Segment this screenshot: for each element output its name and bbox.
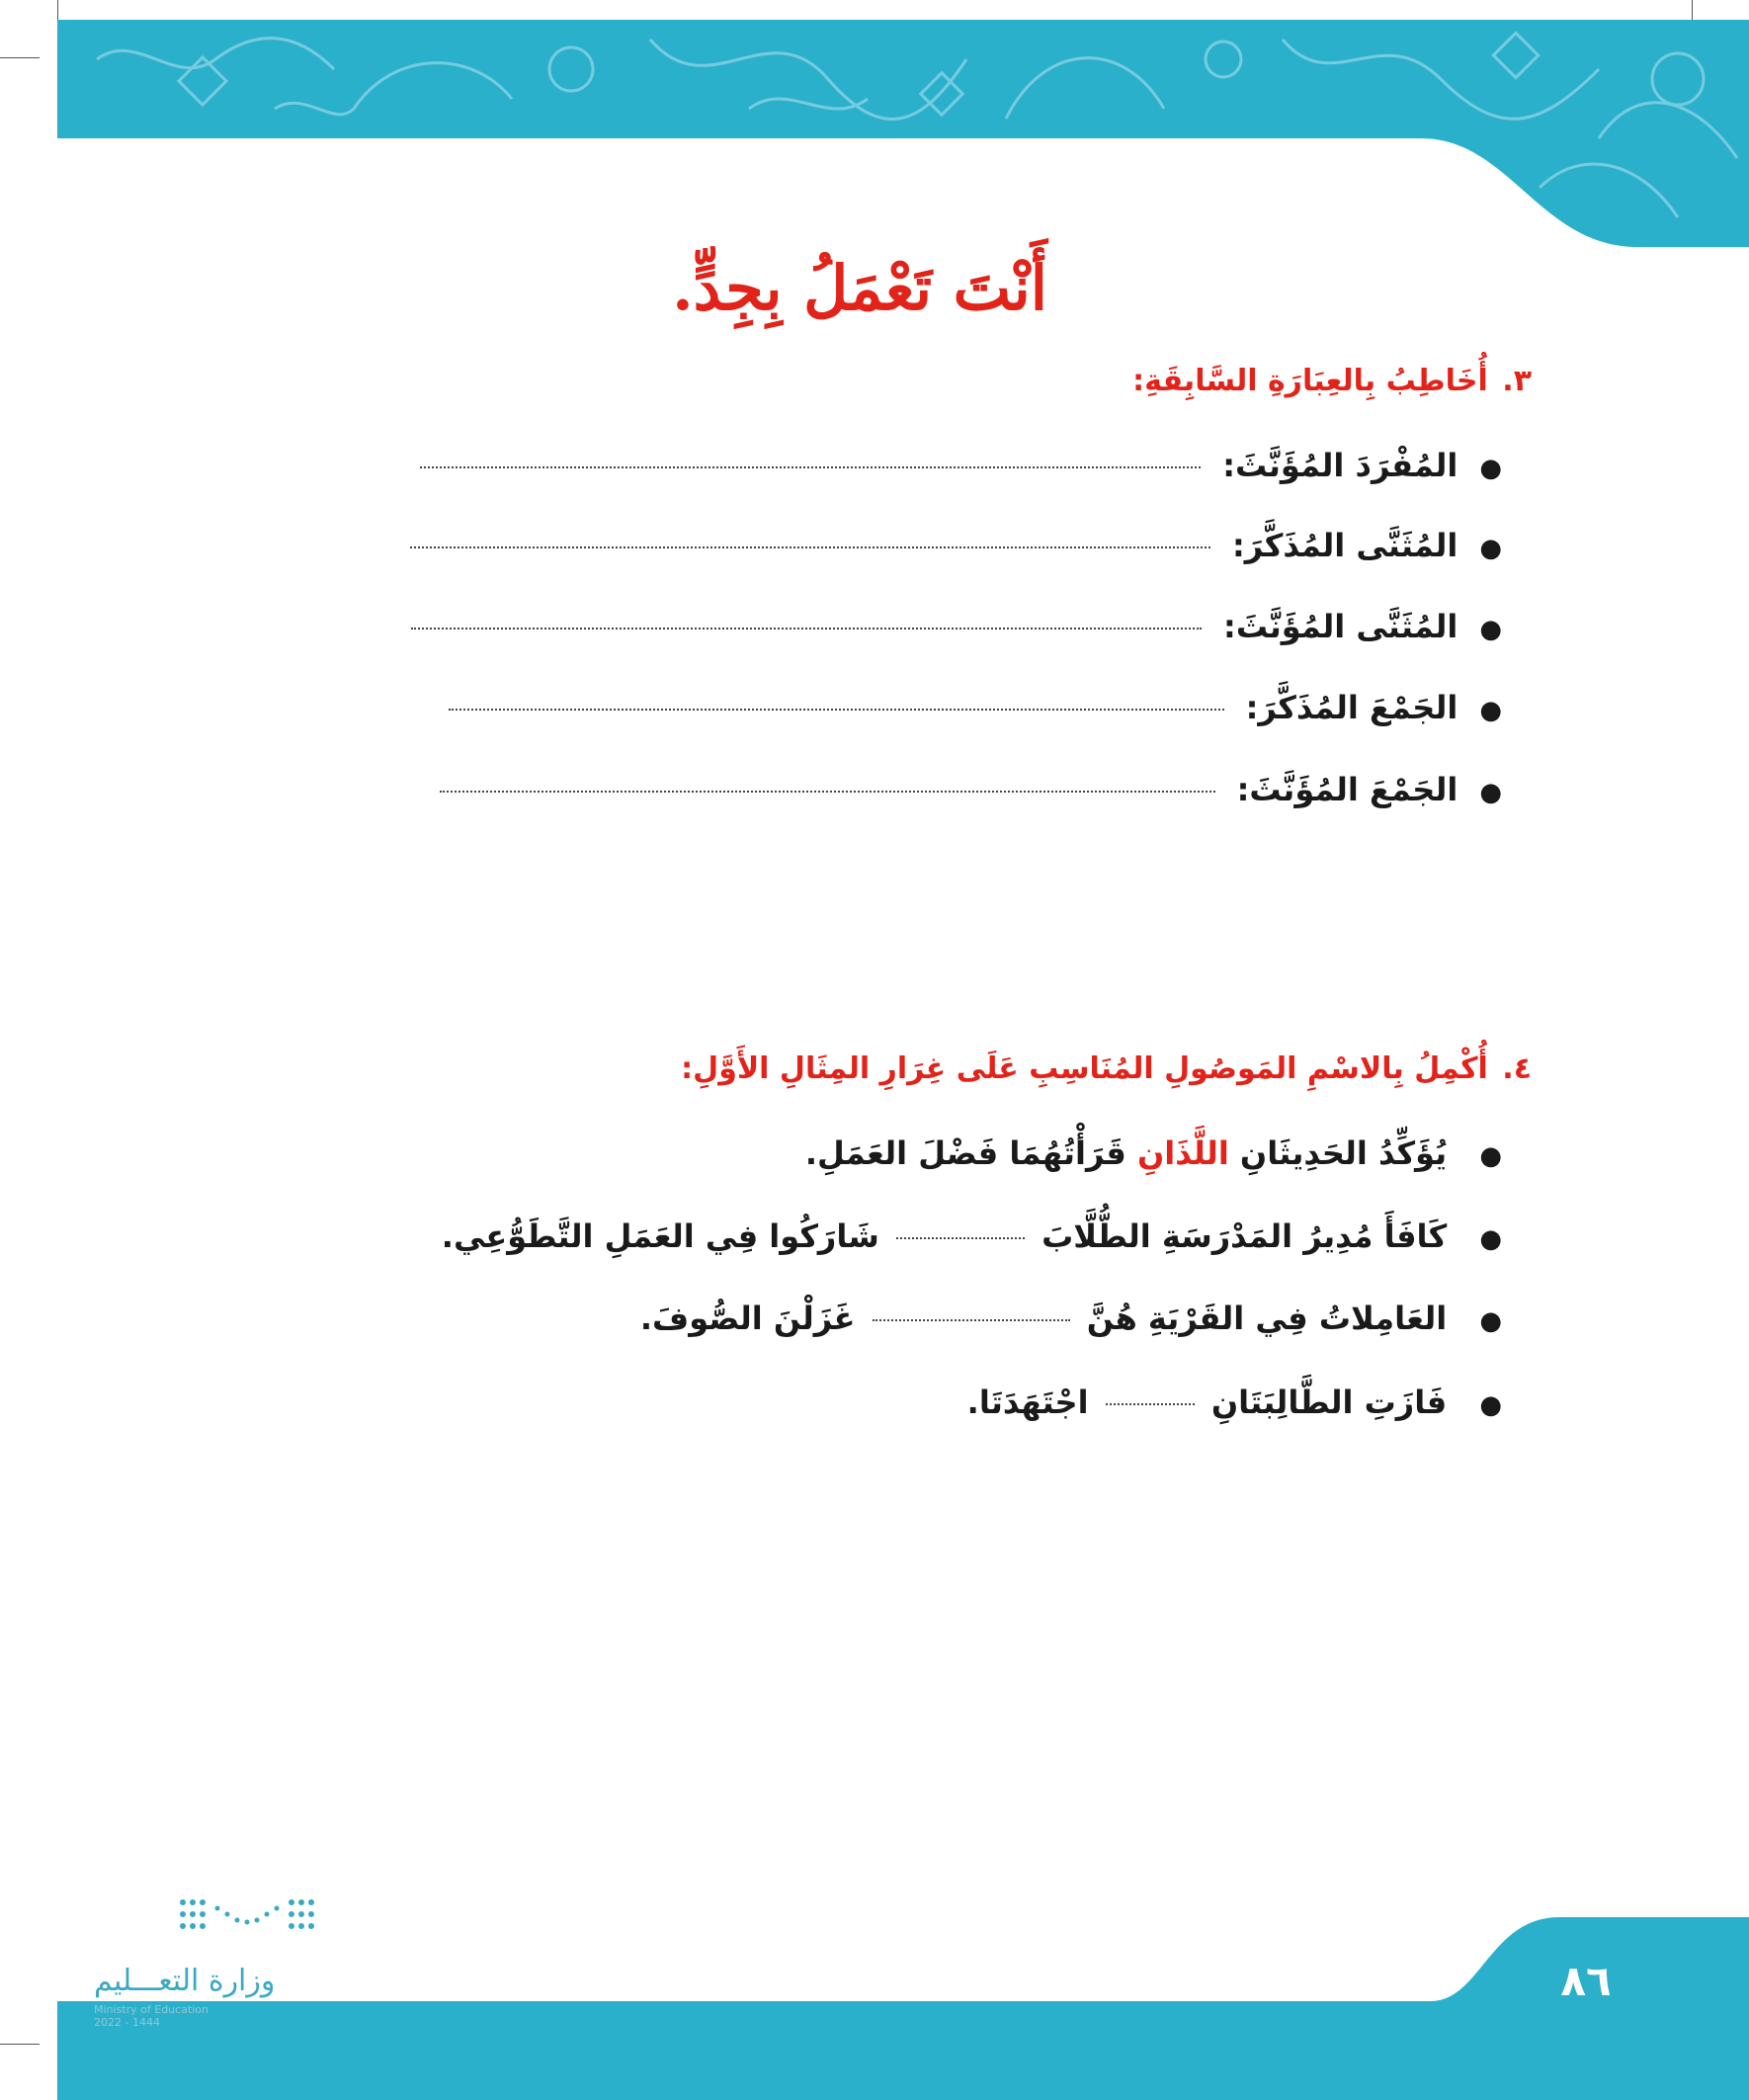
answer-line[interactable] — [440, 790, 1215, 793]
list-item — [442, 1218, 1502, 1255]
bullet-icon: ● — [1479, 1224, 1502, 1254]
example-after: قَرَأْتُهُمَا فَضْلَ العَمَلِ. — [804, 1134, 1126, 1172]
item-label: الجَمْعَ المُذَكَّرَ: — [1245, 689, 1458, 726]
list-item — [410, 527, 1502, 564]
list-item — [449, 689, 1502, 726]
bullet-icon: ● — [1479, 1306, 1502, 1336]
question-4-title — [681, 1051, 1532, 1086]
bullet-icon: ● — [1479, 1141, 1502, 1171]
question-text: أُكْمِلُ بِالاسْمِ المَوصُولِ المُنَاسِبِ عَلَى غِرَارِ المِثَالِ الأَوَّلِ: — [681, 1051, 1488, 1086]
example-answer: اللَّذَانِ — [1136, 1134, 1229, 1172]
example-before: يُؤَكِّدُ الحَدِيثَانِ — [1239, 1134, 1448, 1172]
answer-line[interactable] — [411, 627, 1202, 630]
answer-line[interactable] — [873, 1318, 1070, 1321]
item-label: المُثَنَّى المُؤَنَّثَ: — [1223, 608, 1458, 645]
bullet-icon: ● — [1479, 1390, 1502, 1420]
ministry-logo — [94, 1892, 331, 2041]
bullet-icon: ● — [1479, 778, 1502, 807]
logo-text-en — [94, 2003, 331, 2029]
list-item — [411, 608, 1502, 645]
item-label: الجَمْعَ المُؤَنَّثَ: — [1236, 771, 1458, 808]
crop-mark — [0, 2044, 40, 2045]
question-number: ٣. — [1502, 364, 1532, 398]
page-number: ٨٦ — [1560, 1957, 1612, 2005]
list-item — [967, 1384, 1502, 1421]
item-before: العَامِلاتُ فِي القَرْيَةِ هُنَّ — [1086, 1300, 1448, 1337]
logo-text-en-name: Ministry of Education — [94, 2003, 209, 2016]
logo-year: 2022 - 1444 — [94, 2016, 160, 2029]
answer-line[interactable] — [896, 1236, 1025, 1239]
header-decoration — [57, 20, 1749, 247]
item-after: شَارَكُوا فِي العَمَلِ التَّطَوُّعِي. — [441, 1218, 879, 1255]
answer-line[interactable] — [1106, 1402, 1195, 1405]
item-before: فَازَتِ الطَّالِبَتَانِ — [1210, 1384, 1448, 1421]
answer-line[interactable] — [420, 465, 1201, 468]
crop-mark — [0, 57, 40, 58]
list-item — [440, 771, 1502, 808]
item-before: كَافَأَ مُدِيرُ المَدْرَسَةِ الطُّلَّابَ — [1041, 1218, 1448, 1255]
question-text: أُخَاطِبُ بِالعِبَارَةِ السَّابِقَةِ: — [1132, 364, 1488, 398]
answer-line[interactable] — [449, 708, 1224, 711]
list-item — [420, 447, 1502, 484]
bullet-icon: ● — [1479, 615, 1502, 644]
item-label: المُثَنَّى المُذَكَّرَ: — [1232, 527, 1458, 564]
item-label: المُفْرَدَ المُؤَنَّثَ: — [1222, 447, 1458, 484]
example-item — [805, 1134, 1502, 1172]
answer-line[interactable] — [410, 546, 1210, 548]
logo-dots-icon — [173, 1892, 331, 1952]
logo-text-ar: وزارة التعـــليم — [94, 1964, 276, 1998]
bullet-icon: ● — [1479, 454, 1502, 483]
item-after: اجْتَهَدَتَا. — [966, 1384, 1089, 1421]
bullet-icon: ● — [1479, 696, 1502, 725]
exercise-sentence: أَنْتَ تَعْمَلُ بِجِدٍّ. — [672, 252, 1047, 324]
list-item — [640, 1300, 1502, 1337]
bullet-icon: ● — [1479, 534, 1502, 563]
question-number: ٤. — [1502, 1051, 1532, 1086]
question-3-title — [1132, 364, 1532, 398]
item-after: غَزَلْنَ الصُّوفَ. — [639, 1300, 856, 1337]
